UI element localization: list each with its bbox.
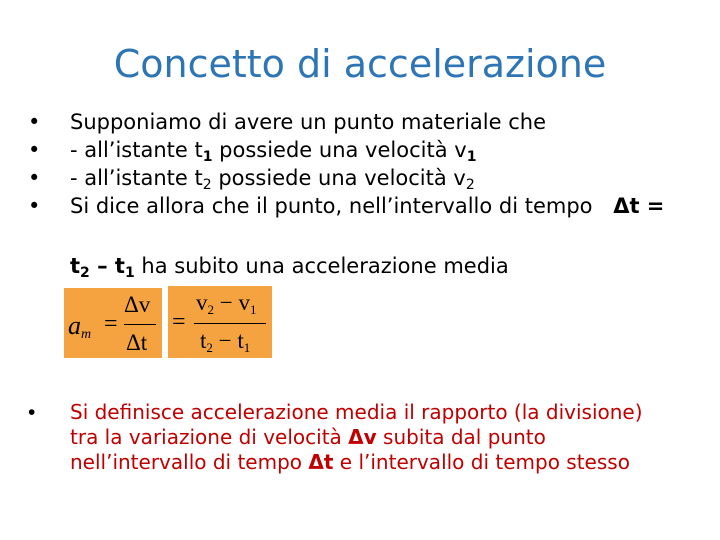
formula-numerator: $v_2 - v_1$ — [196, 290, 257, 317]
slide-title: Concetto di accelerazione — [113, 42, 607, 86]
bullet-text-part: possiede una velocità — [211, 166, 454, 190]
bullet-text — [70, 252, 509, 280]
fraction-bar — [124, 324, 156, 325]
bullet-text — [70, 192, 664, 220]
bullet-continuation — [28, 252, 708, 280]
bullet-dot-icon: • — [28, 138, 41, 162]
formula-equals: = — [172, 309, 186, 335]
bullet-dot-icon: • — [28, 194, 41, 218]
bullet-item — [28, 192, 708, 220]
bullet-text-part: possiede una velocità — [212, 138, 455, 162]
bullet-text — [70, 136, 476, 164]
time-symbol: $t_2$ — [70, 254, 90, 281]
bullet-text — [70, 164, 475, 192]
bullet-dot-icon: • — [28, 110, 41, 134]
bullet-dot-icon: • — [28, 401, 36, 424]
velocity-symbol: $v_1$ — [454, 138, 477, 165]
bullet-text-part: - all’istante — [70, 166, 195, 190]
definition-line: Si definisce accelerazione media il rapporto (la divisione) — [70, 400, 643, 424]
formula-a: $a_m$ — [68, 311, 92, 342]
time-symbol: $t_1$ — [194, 138, 213, 165]
formula-denominator: Δt — [126, 330, 148, 355]
bullet-text-part: - all’istante — [70, 138, 195, 162]
definition-text — [70, 400, 710, 475]
fraction-bar — [194, 323, 266, 324]
formula-denominator: $t_2 - t_1$ — [200, 328, 251, 355]
time-symbol: $t_2$ — [194, 166, 212, 193]
bullet-item — [28, 164, 708, 192]
definition-line: tra la variazione di velocità Δv subita dal punto — [70, 425, 546, 449]
bullet-text: Supponiamo di avere un punto materiale che — [70, 110, 546, 134]
bullet-item — [28, 136, 708, 164]
delta-t-symbol: Δt = — [613, 194, 665, 218]
formula-numerator: Δv — [124, 292, 151, 317]
velocity-symbol: $v_2$ — [453, 166, 475, 193]
time-symbol: $t_1$ — [114, 254, 135, 281]
minus-sign: – — [89, 254, 115, 278]
bullet-text-part: Si dice allora che il punto, nell’intervallo di tempo — [70, 194, 600, 218]
bullet-text-part: ha subito una accelerazione media — [134, 254, 509, 278]
formula-equals: = — [104, 311, 118, 337]
bullet-dot-icon: • — [28, 166, 41, 190]
bullet-item — [28, 108, 708, 136]
definition-line: nell’intervallo di tempo Δt e l’intervallo di tempo stesso — [70, 450, 630, 474]
